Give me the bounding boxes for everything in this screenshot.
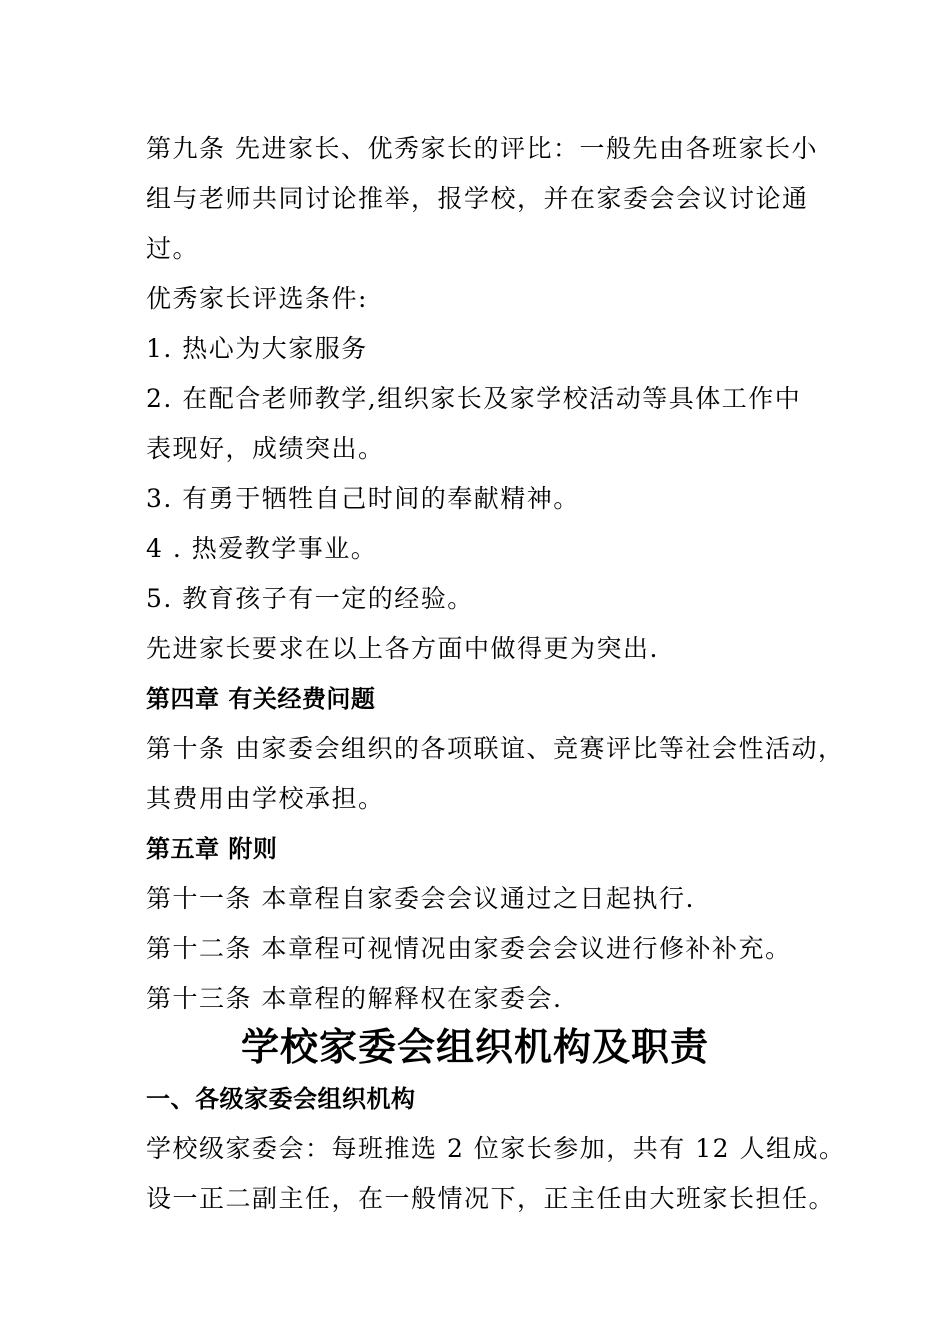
section-title: 学校家委会组织机构及职责 xyxy=(240,1024,709,1069)
article-10-line-2: 其费用由学校承担。 xyxy=(146,784,385,813)
criteria-item-4: 4 . 热爱教学事业。 xyxy=(146,534,378,563)
school-committee-line-2: 设一正二副主任，在一般情况下，正主任由大班家长担任。 xyxy=(146,1184,836,1213)
chapter-4-heading: 第四章 有关经费问题 xyxy=(146,685,376,713)
criteria-item-1: 1. 热心为大家服务 xyxy=(146,334,368,363)
article-13: 第十三条 本章程的解释权在家委会. xyxy=(146,984,563,1013)
article-9-line-1: 第九条 先进家长、优秀家长的评比：一般先由各班家长小 xyxy=(146,134,818,163)
criteria-item-2-line-1: 2. 在配合老师教学,组织家长及家学校活动等具体工作中 xyxy=(146,384,802,413)
article-9-line-3: 过。 xyxy=(146,234,200,263)
criteria-item-2-line-2: 表现好，成绩突出。 xyxy=(146,434,385,463)
criteria-heading: 优秀家长评选条件: xyxy=(146,284,368,313)
article-11: 第十一条 本章程自家委会会议通过之日起执行. xyxy=(146,884,695,913)
criteria-item-3: 3. 有勇于牺牲自己时间的奉献精神。 xyxy=(146,484,580,513)
section-1-heading: 一、各级家委会组织机构 xyxy=(146,1085,416,1113)
article-10-line-1: 第十条 由家委会组织的各项联谊、竞赛评比等社会性活动， xyxy=(146,734,845,763)
school-committee-line-1: 学校级家委会：每班推选 2 位家长参加，共有 12 人组成。 xyxy=(146,1134,846,1163)
chapter-5-heading: 第五章 附则 xyxy=(146,835,278,863)
advanced-parent-note: 先进家长要求在以上各方面中做得更为突出. xyxy=(146,634,659,663)
article-12: 第十二条 本章程可视情况由家委会会议进行修补补充。 xyxy=(146,934,792,963)
article-9-line-2: 组与老师共同讨论推举，报学校，并在家委会会议讨论通 xyxy=(146,184,809,213)
criteria-item-5: 5. 教育孩子有一定的经验。 xyxy=(146,584,474,613)
